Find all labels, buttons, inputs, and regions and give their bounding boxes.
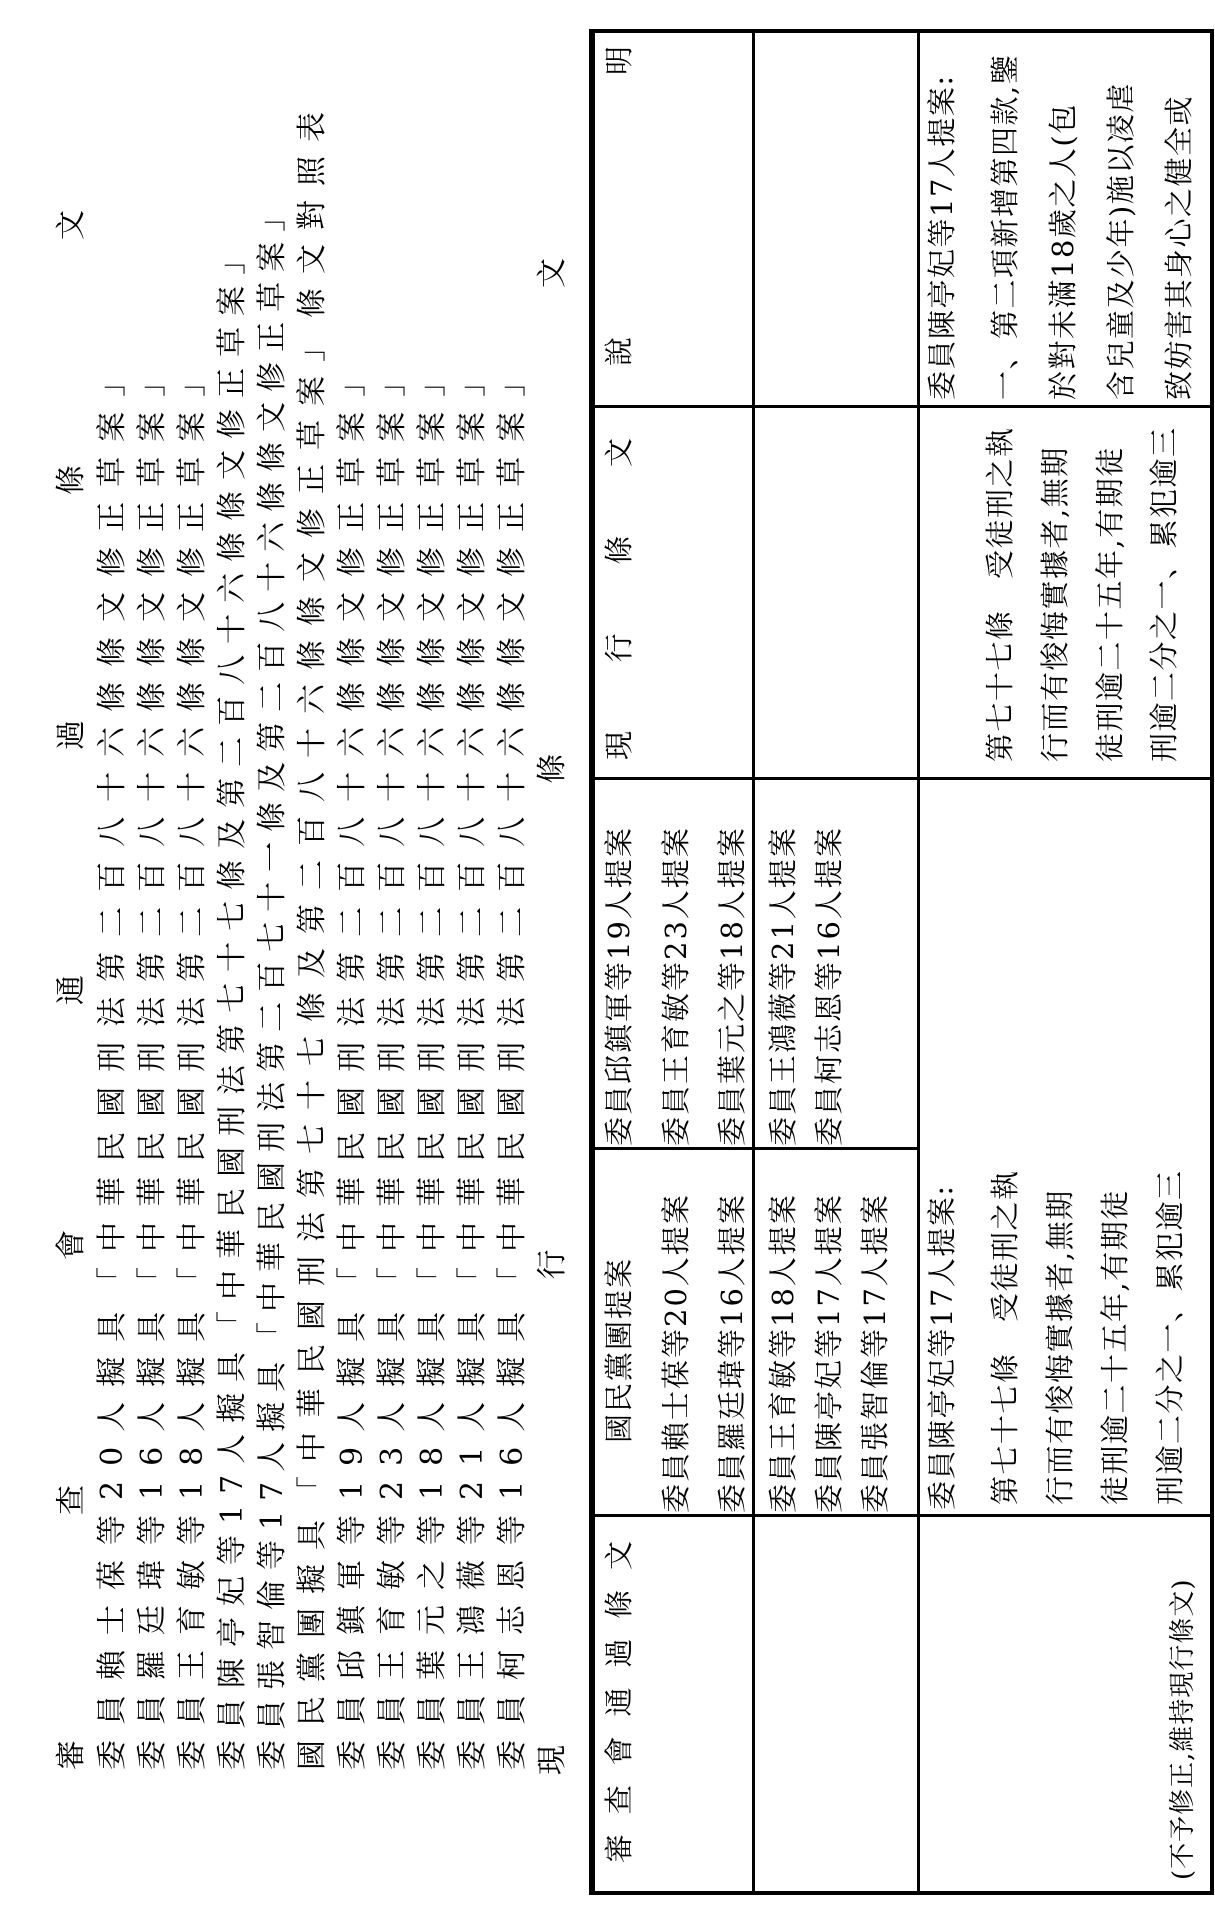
table-top-border xyxy=(589,29,595,1895)
header-group1-proposer-5: 委員張智倫等17人提案 xyxy=(858,1193,892,1513)
caption-line-bill-7: 委員邱鎮軍等19人擬具「中華民國刑法第二百八十六條條文修正草案」 xyxy=(335,351,370,1770)
table-header-divider-1 xyxy=(752,29,755,1895)
header-group1-proposer-1: 委員賴士葆等20人提案 xyxy=(659,1193,693,1513)
header-group2-proposer-1: 委員邱鎮軍等19人提案 xyxy=(602,826,636,1146)
caption-line-bill-2: 委員羅廷瑋等16人擬具「中華民國刑法第二百八十六條條文修正草案」 xyxy=(135,351,170,1770)
table-right-border xyxy=(589,29,1214,33)
column-divider-current-remarks xyxy=(589,405,1214,408)
header-current-law: 現行條文 xyxy=(602,438,636,760)
body-proposal-line-3: 徒刑逾二十五年,有期徒 xyxy=(1098,1189,1132,1505)
body-remarks-attribution: 委員陳亭妃等17人提案: xyxy=(925,74,959,400)
header-group2-proposer-2: 委員王育敏等23人提案 xyxy=(659,826,693,1146)
body-proposal-line-2: 行而有悛悔實據者,無期 xyxy=(1043,1189,1077,1505)
body-proposal-line-4: 刑逾二分之一、累犯逾三 xyxy=(1153,1169,1187,1505)
body-current-line-1: 第七十七條 受徒刑之執 xyxy=(983,426,1017,762)
table-left-border xyxy=(589,1891,1214,1895)
header-group1-proposer-3: 委員王育敏等18人提案 xyxy=(766,1193,800,1513)
body-remarks-line-3: 含兒童及少年)施以凌虐 xyxy=(1104,82,1138,400)
caption-line-bill-9: 委員葉元之等18人擬具「中華民國刑法第二百八十六條條文修正草案」 xyxy=(415,351,450,1770)
caption-line-bill-5: 委員張智倫等17人擬具「中華民國刑法第二百七十一條及第二百八十六條條文修正草案」 xyxy=(255,191,290,1770)
caption-line-review: 審查會通過條文 xyxy=(54,210,89,1770)
caption-line-bill-1: 委員賴士葆等20人擬具「中華民國刑法第二百八十六條條文修正草案」 xyxy=(95,351,130,1770)
body-remarks-line-4: 致妨害其身心之健全或 xyxy=(1162,94,1196,400)
caption-line-current: 現行條文 xyxy=(535,258,570,1775)
column-divider-review-group1 xyxy=(589,1514,1214,1517)
caption-line-bill-8: 委員王育敏等23人擬具「中華民國刑法第二百八十六條條文修正草案」 xyxy=(375,351,410,1770)
body-remarks-line-2: 於對未滿18歲之人(包 xyxy=(1046,103,1080,400)
header-remarks: 說明 xyxy=(602,46,636,366)
header-review-committee: 審查會通過條文 xyxy=(602,1541,636,1863)
header-group2-proposer-5: 委員柯志恩等16人提案 xyxy=(812,826,846,1146)
body-remarks-line-1: 一、第二項新增第四款,鑒 xyxy=(988,53,1022,400)
table-header-divider-2 xyxy=(917,29,920,1895)
column-divider-group1-group2 xyxy=(589,1147,920,1150)
header-group1-kmt-caucus: 國民黨團提案 xyxy=(602,1256,636,1443)
body-proposal-attribution: 委員陳亭妃等17人提案: xyxy=(925,1184,959,1510)
body-proposal-line-1: 第七十七條 受徒刑之執 xyxy=(988,1169,1022,1505)
header-group1-proposer-4: 委員陳亭妃等17人提案 xyxy=(812,1193,846,1513)
body-current-line-2: 行而有悛悔實據者,無期 xyxy=(1038,446,1072,762)
table-bottom-border xyxy=(1210,29,1214,1895)
caption-line-bill-4: 委員陳亭妃等17人擬具「中華民國刑法第七十七條及第二百八十六條條文修正草案」 xyxy=(215,233,250,1770)
column-divider-group2-current xyxy=(589,777,1214,780)
header-group2-proposer-3: 委員葉元之等18人提案 xyxy=(715,826,749,1146)
caption-line-bill-6-and-table-title: 國民黨團擬具「中華民國刑法第七十七條及第二百八十六條條文修正草案」條文對照表 xyxy=(295,98,330,1770)
caption-line-bill-3: 委員王育敏等18人擬具「中華民國刑法第二百八十六條條文修正草案」 xyxy=(175,351,210,1770)
header-group1-proposer-2: 委員羅廷瑋等16人提案 xyxy=(715,1193,749,1513)
header-group2-proposer-4: 委員王鴻薇等21人提案 xyxy=(766,826,800,1146)
body-current-line-3: 徒刑逾二十五年,有期徒 xyxy=(1093,446,1127,762)
body-review-decision: (不予修正,維持現行條文) xyxy=(1168,1578,1198,1880)
caption-line-bill-11: 委員柯志恩等16人擬具「中華民國刑法第二百八十六條條文修正草案」 xyxy=(495,351,530,1770)
caption-line-bill-10: 委員王鴻薇等21人擬具「中華民國刑法第二百八十六條條文修正草案」 xyxy=(455,351,490,1770)
body-current-line-4: 刑逾二分之一、累犯逾三 xyxy=(1147,426,1181,762)
